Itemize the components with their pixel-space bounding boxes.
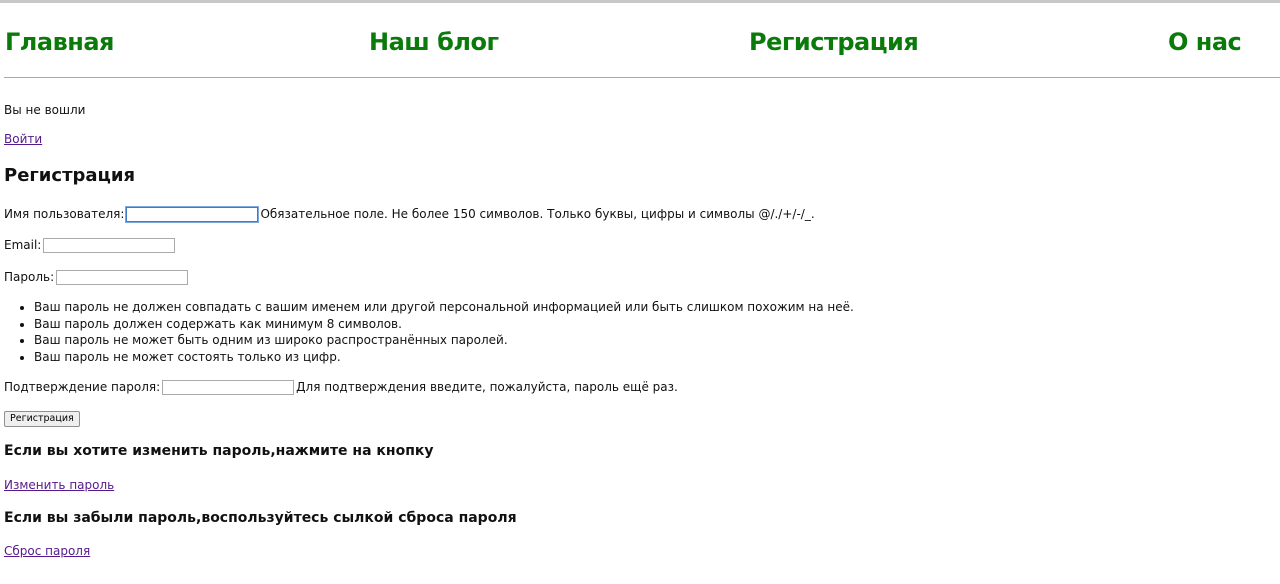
registration-title: Регистрация — [4, 165, 136, 186]
nav-divider — [4, 77, 1280, 78]
reset-password-heading: Если вы забыли пароль,воспользуйтесь сылкой сброса пароля — [4, 510, 517, 526]
nav-about-link[interactable]: О нас — [1168, 28, 1242, 56]
email-label: Email: — [4, 238, 42, 252]
login-link[interactable]: Войти — [4, 132, 43, 146]
change-password-heading: Если вы хотите изменить пароль,нажмите на кнопку — [4, 443, 434, 459]
email-input[interactable] — [43, 238, 175, 253]
username-help: Обязательное поле. Не более 150 символов. Только буквы, цифры и символы @/./+/-/_. — [260, 207, 815, 221]
confirm-password-input[interactable] — [162, 380, 294, 395]
password-input[interactable] — [56, 270, 188, 285]
password-row — [4, 269, 190, 285]
email-row — [4, 237, 177, 253]
main-nav — [0, 0, 1280, 78]
username-input[interactable] — [126, 207, 258, 222]
password-rules-list — [4, 299, 854, 365]
change-password-link[interactable]: Изменить пароль — [4, 478, 115, 492]
submit-row — [4, 409, 80, 427]
password-label: Пароль: — [4, 270, 55, 284]
nav-register-link[interactable]: Регистрация — [749, 28, 919, 56]
confirm-help: Для подтверждения введите, пожалуйста, пароль ещё раз. — [296, 380, 678, 394]
reset-password-link[interactable]: Сброс пароля — [4, 544, 91, 558]
confirm-row — [4, 379, 678, 395]
register-submit-button[interactable]: Регистрация — [4, 411, 80, 427]
username-label: Имя пользователя: — [4, 207, 125, 221]
password-rule-item: • Ваш пароль не может быть одним из широко распространённых паролей. — [34, 332, 854, 349]
password-rule-item: • Ваш пароль не может состоять только из цифр. — [34, 349, 854, 366]
password-rule-item: • Ваш пароль должен содержать как минимум 8 символов. — [34, 316, 854, 333]
password-rule-item: • Ваш пароль не должен совпадать с вашим именем или другой персональной информацией или быть слишком похожим на неё. — [34, 299, 854, 316]
username-row — [4, 206, 815, 222]
login-status: Вы не вошли — [4, 103, 86, 117]
nav-blog-link[interactable]: Наш блог — [369, 28, 499, 56]
confirm-label: Подтверждение пароля: — [4, 380, 161, 394]
nav-home-link[interactable]: Главная — [5, 28, 114, 56]
